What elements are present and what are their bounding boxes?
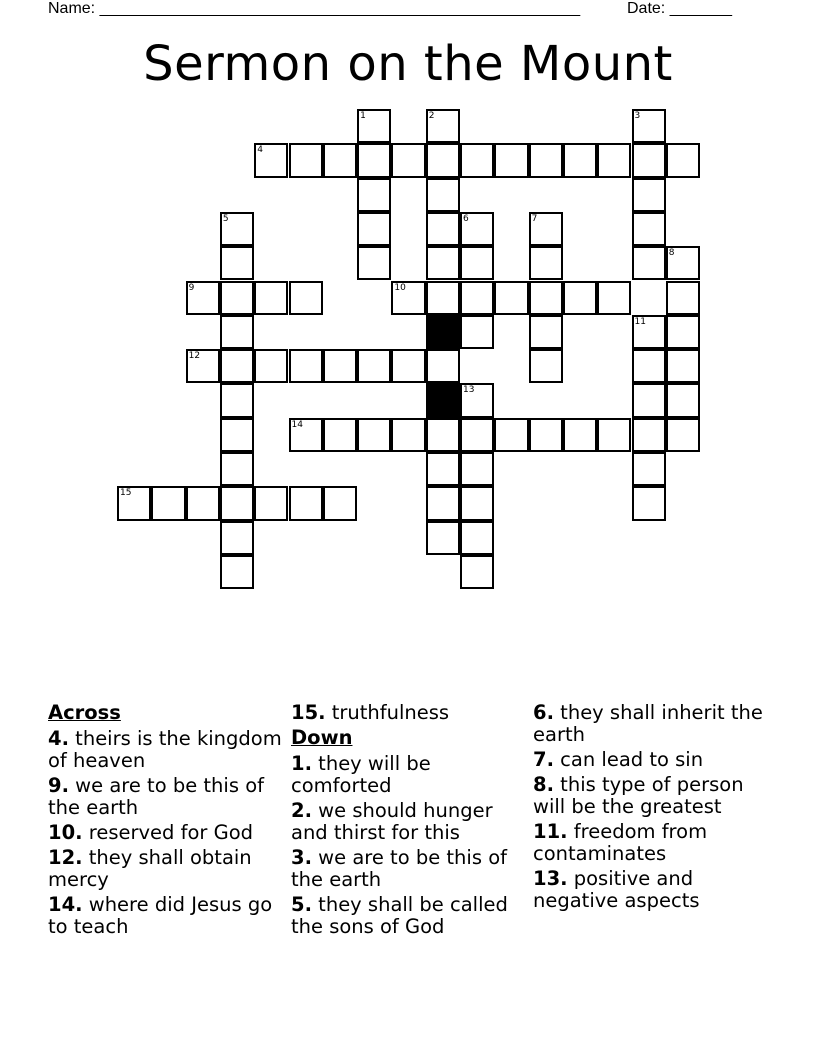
crossword-cell[interactable] [220, 555, 254, 589]
crossword-cell[interactable] [460, 315, 494, 349]
clue-text: they shall be called the sons of God [291, 893, 508, 938]
clue-number: 1. [291, 752, 312, 775]
crossword-cell[interactable] [357, 418, 391, 452]
crossword-cell[interactable] [186, 349, 220, 383]
clues-column-3 [533, 702, 769, 915]
clue-text: can lead to sin [553, 748, 704, 771]
crossword-cell[interactable] [220, 486, 254, 520]
clue-number: 14. [48, 893, 83, 916]
crossword-cell[interactable] [494, 281, 528, 315]
crossword-cell[interactable] [391, 143, 425, 177]
crossword-cell[interactable] [460, 486, 494, 520]
crossword-cell[interactable] [632, 212, 666, 246]
crossword-cell[interactable] [426, 349, 460, 383]
clue-across-4 [48, 728, 284, 772]
clue-text: we should hunger and thirst for this [291, 799, 493, 844]
crossword-cell[interactable] [254, 143, 288, 177]
clue-text: reserved for God [82, 821, 254, 844]
crossword-cell[interactable] [357, 349, 391, 383]
across-heading: Across [48, 701, 121, 724]
clue-across-14 [48, 894, 284, 938]
crossword-cell[interactable] [460, 452, 494, 486]
crossword-cell[interactable] [426, 418, 460, 452]
crossword-cell[interactable] [117, 486, 151, 520]
crossword-cell[interactable] [289, 281, 323, 315]
crossword-cell[interactable] [563, 418, 597, 452]
crossword-cell[interactable] [666, 383, 700, 417]
clue-down-8 [533, 774, 769, 818]
clue-number: 4. [48, 727, 69, 750]
crossword-cell[interactable] [632, 418, 666, 452]
crossword-cell[interactable] [254, 281, 288, 315]
clue-number: 6. [533, 701, 554, 724]
crossword-cell[interactable] [323, 418, 357, 452]
cell-number: 12 [188, 351, 201, 362]
crossword-cell[interactable] [220, 281, 254, 315]
clue-text: truthfulness [325, 701, 450, 724]
crossword-cell[interactable] [494, 418, 528, 452]
clue-text: they will be comforted [291, 752, 431, 797]
clue-number: 5. [291, 893, 312, 916]
clue-number: 11. [533, 820, 568, 843]
cell-number: 5 [222, 213, 229, 224]
crossword-cell[interactable] [632, 486, 666, 520]
clue-text: this type of person will be the greatest [533, 773, 744, 818]
crossword-cell[interactable] [357, 178, 391, 212]
cell-number: 7 [531, 213, 538, 224]
cell-number: 1 [360, 111, 366, 121]
clue-across-12 [48, 847, 284, 891]
crossword-cell[interactable] [220, 212, 254, 246]
crossword-cell[interactable] [426, 212, 460, 246]
crossword-cell[interactable] [426, 452, 460, 486]
clue-across-10 [48, 822, 284, 844]
clue-text: they shall obtain mercy [48, 846, 252, 891]
crossword-cell[interactable] [391, 281, 425, 315]
clue-number: 8. [533, 773, 554, 796]
clue-text: they shall inherit the earth [533, 701, 763, 746]
cell-number: 15 [120, 488, 132, 499]
cell-number: 11 [634, 316, 646, 327]
crossword-cell[interactable] [632, 349, 666, 383]
clue-down-5 [291, 894, 527, 938]
crossword-cell[interactable] [494, 143, 528, 177]
crossword-cell[interactable] [632, 178, 666, 212]
crossword-cell[interactable] [289, 418, 323, 452]
crossword-cell[interactable] [186, 281, 220, 315]
cell-number: 4 [257, 145, 263, 156]
clue-text: freedom from contaminates [533, 820, 708, 865]
crossword-cell[interactable] [632, 383, 666, 417]
crossword-cell[interactable] [632, 246, 666, 280]
crossword-cell[interactable] [666, 315, 700, 349]
crossword-cell[interactable] [426, 178, 460, 212]
clue-text: we are to be this of the earth [291, 846, 507, 891]
crossword-cell[interactable] [151, 486, 185, 520]
clue-number: 7. [533, 748, 554, 771]
crossword-cell[interactable] [529, 349, 563, 383]
crossword-black-cell [426, 383, 460, 417]
crossword-cell[interactable] [426, 143, 460, 177]
clue-text: positive and negative aspects [533, 867, 700, 912]
crossword-cell[interactable] [220, 315, 254, 349]
crossword-cell[interactable] [666, 281, 700, 315]
crossword-cell[interactable] [460, 246, 494, 280]
clues-column-2 [291, 702, 527, 941]
crossword-cell[interactable] [597, 281, 631, 315]
crossword-cell[interactable] [666, 143, 700, 177]
crossword-cell[interactable] [289, 143, 323, 177]
crossword-cell[interactable] [529, 418, 563, 452]
crossword-cell[interactable] [460, 212, 494, 246]
crossword-cell[interactable] [426, 486, 460, 520]
down-heading: Down [291, 726, 353, 749]
clue-text: where did Jesus go to teach [48, 893, 273, 938]
crossword-cell[interactable] [529, 315, 563, 349]
clue-down-2 [291, 800, 527, 844]
crossword-cell[interactable] [220, 349, 254, 383]
clue-down-3 [291, 847, 527, 891]
crossword-cell[interactable] [254, 349, 288, 383]
clue-number: 15. [291, 701, 326, 724]
crossword-cell[interactable] [220, 452, 254, 486]
crossword-cell[interactable] [460, 143, 494, 177]
clue-text: we are to be this of the earth [48, 774, 264, 819]
crossword-cell[interactable] [426, 109, 460, 143]
clue-number: 13. [533, 867, 568, 890]
crossword-cell[interactable] [460, 281, 494, 315]
crossword-cell[interactable] [357, 109, 391, 143]
crossword-cell[interactable] [391, 349, 425, 383]
crossword-cell[interactable] [254, 486, 288, 520]
crossword-cell[interactable] [666, 246, 700, 280]
cell-number: 14 [291, 419, 303, 430]
crossword-cell[interactable] [632, 315, 666, 349]
crossword-cell[interactable] [460, 521, 494, 555]
crossword-cell[interactable] [323, 143, 357, 177]
crossword-cell[interactable] [357, 143, 391, 177]
name-field-label[interactable]: Name: ______________________________________________________ [48, 0, 581, 17]
crossword-cell[interactable] [597, 143, 631, 177]
clue-down-11 [533, 821, 769, 865]
crossword-cell[interactable] [460, 555, 494, 589]
crossword-cell[interactable] [323, 486, 357, 520]
cell-number: 3 [634, 111, 641, 121]
clues-column-1 [48, 702, 284, 941]
clue-number: 9. [48, 774, 69, 797]
cell-number: 8 [668, 248, 675, 259]
crossword-cell[interactable] [323, 349, 357, 383]
crossword-cell[interactable] [529, 246, 563, 280]
crossword-cell[interactable] [186, 486, 220, 520]
crossword-cell[interactable] [666, 418, 700, 452]
crossword-cell[interactable] [529, 212, 563, 246]
crossword-cell[interactable] [426, 521, 460, 555]
clue-down-1 [291, 753, 527, 797]
clue-number: 10. [48, 821, 83, 844]
clue-across-15 [291, 702, 527, 724]
crossword-cell[interactable] [632, 143, 666, 177]
page-title: Sermon on the Mount [143, 36, 673, 92]
cell-number: 2 [428, 111, 435, 121]
crossword-cell[interactable] [220, 521, 254, 555]
crossword-black-cell [426, 315, 460, 349]
crossword-cell[interactable] [220, 418, 254, 452]
date-field-label[interactable]: Date: _______ [627, 0, 732, 17]
clue-down-7 [533, 749, 769, 771]
clue-down-13 [533, 868, 769, 912]
crossword-cell[interactable] [426, 281, 460, 315]
cell-number: 10 [394, 282, 406, 293]
crossword-cell[interactable] [357, 212, 391, 246]
crossword-cell[interactable] [220, 246, 254, 280]
crossword-cell[interactable] [563, 281, 597, 315]
crossword-cell[interactable] [632, 452, 666, 486]
crossword-cell[interactable] [666, 349, 700, 383]
clue-down-6 [533, 702, 769, 746]
crossword-cell[interactable] [289, 349, 323, 383]
crossword-cell[interactable] [220, 383, 254, 417]
crossword-cell[interactable] [529, 143, 563, 177]
clue-across-9 [48, 775, 284, 819]
clue-number: 12. [48, 846, 83, 869]
crossword-cell[interactable] [529, 281, 563, 315]
crossword-cell[interactable] [460, 383, 494, 417]
clue-number: 2. [291, 799, 312, 822]
crossword-cell[interactable] [357, 246, 391, 280]
crossword-cell[interactable] [632, 109, 666, 143]
crossword-cell[interactable] [289, 486, 323, 520]
crossword-cell[interactable] [563, 143, 597, 177]
clue-number: 3. [291, 846, 312, 869]
crossword-cell[interactable] [426, 246, 460, 280]
cell-number: 13 [463, 385, 475, 396]
clue-text: theirs is the kingdom of heaven [48, 727, 282, 772]
crossword-cell[interactable] [460, 418, 494, 452]
cell-number: 6 [463, 213, 469, 224]
crossword-cell[interactable] [391, 418, 425, 452]
crossword-cell[interactable] [597, 418, 631, 452]
cell-number: 9 [188, 282, 195, 293]
